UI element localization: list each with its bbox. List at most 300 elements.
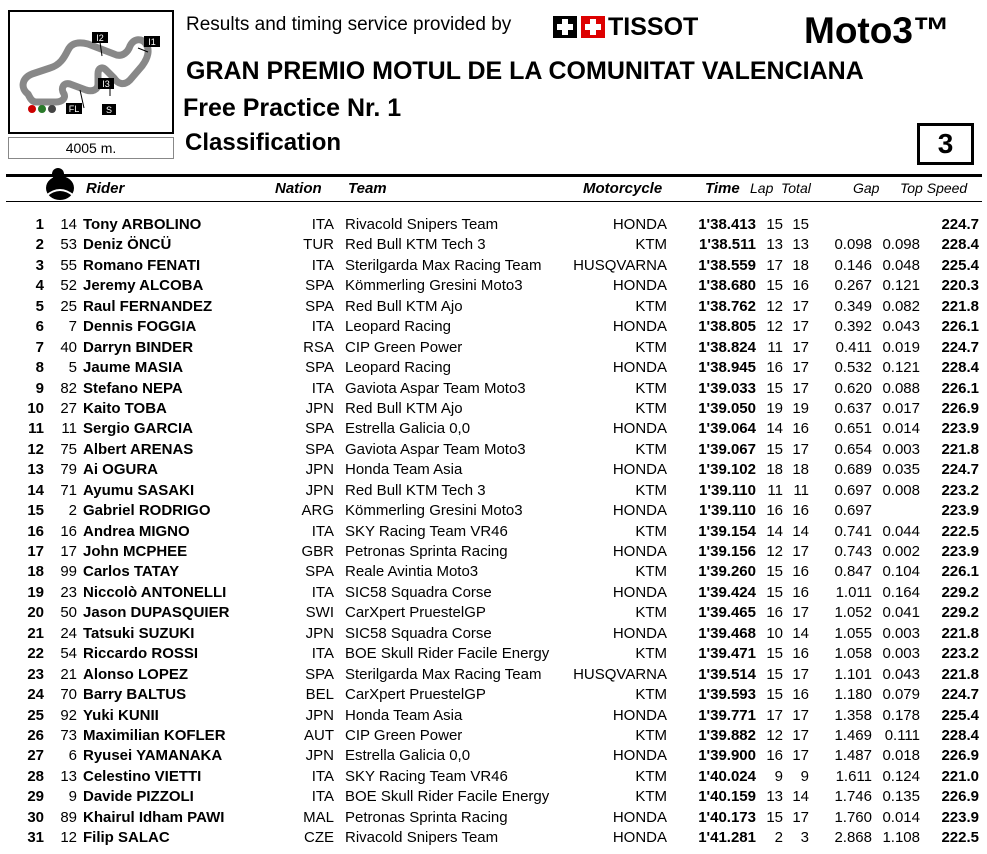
cell-num: 23 [60, 583, 77, 601]
cell-tot: 14 [792, 522, 809, 540]
cell-gap2: 1.108 [882, 829, 920, 847]
cell-pos: 2 [35, 236, 44, 254]
cell-gap1: 0.098 [834, 236, 872, 254]
cell-gap1: 1.611 [835, 767, 872, 785]
cell-tot: 16 [792, 563, 809, 581]
cell-spd: 221.8 [941, 665, 979, 683]
cell-nat: MAL [303, 808, 334, 826]
class-logo: Moto3™ [804, 10, 950, 51]
cell-team: CarXpert PruestelGP [345, 604, 486, 622]
cell-team: SIC58 Squadra Corse [345, 583, 492, 601]
track-length: 4005 m. [8, 137, 174, 159]
table-row [0, 358, 987, 378]
cell-gap1: 0.741 [834, 522, 872, 540]
cell-moto: HONDA [612, 624, 667, 642]
cell-lap: 15 [766, 808, 783, 826]
cell-lap: 13 [766, 236, 783, 254]
cell-nat: ITA [311, 645, 334, 663]
cell-spd: 223.9 [941, 808, 979, 826]
cell-pos: 13 [27, 461, 44, 479]
cell-pos: 19 [27, 583, 44, 601]
cell-moto: HONDA [612, 706, 667, 724]
cell-spd: 228.4 [941, 726, 979, 744]
cell-lap: 13 [766, 788, 783, 806]
cell-name: Darryn BINDER [83, 338, 194, 356]
cell-name: Raul FERNANDEZ [83, 297, 213, 315]
page-number: 3 [917, 123, 974, 165]
cell-pos: 9 [35, 379, 44, 397]
cell-time: 1'39.067 [698, 440, 756, 458]
table-row [0, 685, 987, 705]
cell-nat: SPA [305, 359, 334, 377]
cell-num: 5 [68, 359, 77, 377]
cell-spd: 225.4 [941, 706, 979, 724]
cell-team: BOE Skull Rider Facile Energy [345, 788, 550, 806]
cell-spd: 226.9 [941, 788, 979, 806]
cell-time: 1'38.805 [698, 318, 756, 336]
cell-nat: ITA [311, 583, 334, 601]
cell-time: 1'39.050 [698, 399, 756, 417]
cell-moto: KTM [635, 399, 667, 417]
cell-pos: 26 [27, 726, 44, 744]
cell-pos: 17 [27, 543, 44, 560]
cell-name: Riccardo ROSSI [83, 645, 199, 663]
cell-num: 82 [60, 379, 77, 397]
cell-name: Tony ARBOLINO [83, 216, 202, 233]
cell-pos: 1 [35, 216, 44, 233]
cell-gap1: 0.654 [834, 440, 872, 458]
cell-tot: 17 [792, 808, 809, 826]
cell-time: 1'40.173 [698, 808, 756, 826]
cell-pos: 22 [27, 645, 44, 663]
cell-time: 1'39.468 [698, 624, 756, 642]
cell-tot: 17 [792, 359, 809, 377]
cell-tot: 11 [793, 481, 809, 499]
cell-tot: 16 [792, 277, 809, 295]
cell-gap2: 0.014 [882, 420, 920, 438]
cell-nat: AUT [304, 726, 334, 744]
cell-team: Leopard Racing [345, 359, 451, 377]
cell-moto: KTM [635, 440, 667, 458]
sponsor-logo [553, 12, 699, 41]
table-row [0, 603, 987, 623]
cell-tot: 18 [792, 461, 809, 479]
cell-spd: 225.4 [941, 256, 979, 274]
track-map [8, 10, 174, 134]
cell-gap2: 0.104 [882, 563, 920, 581]
cell-nat: TUR [303, 236, 334, 254]
cell-num: 7 [68, 318, 77, 336]
cell-team: Petronas Sprinta Racing [345, 808, 508, 826]
cell-num: 50 [60, 604, 77, 622]
cell-team: Leopard Racing [345, 318, 451, 336]
cell-tot: 16 [792, 645, 809, 663]
cell-gap2: 0.043 [882, 318, 920, 336]
cell-moto: HONDA [612, 502, 667, 520]
cell-moto: KTM [635, 788, 667, 806]
cell-gap2: 0.017 [882, 399, 920, 417]
table-row [0, 338, 987, 358]
cell-lap: 15 [766, 645, 783, 663]
provided-by-text: Results and timing service provided by [186, 14, 512, 35]
cell-lap: 16 [766, 604, 783, 622]
cell-tot: 18 [792, 256, 809, 274]
track-label-finish: FL [68, 104, 80, 114]
cell-nat: RSA [303, 338, 334, 356]
cell-time: 1'41.281 [698, 829, 756, 847]
cell-moto: KTM [635, 563, 667, 581]
cell-gap2: 0.178 [882, 706, 920, 724]
cell-gap2: 0.043 [882, 665, 920, 683]
cell-moto: KTM [635, 686, 667, 704]
cell-pos: 14 [27, 481, 44, 499]
cell-gap1: 0.146 [834, 256, 872, 274]
cell-name: Ryusei YAMANAKA [83, 747, 223, 765]
cell-spd: 222.5 [941, 829, 979, 847]
col-team: Team [348, 180, 387, 197]
cell-moto: HONDA [612, 318, 667, 336]
cell-nat: ITA [311, 216, 334, 233]
cell-pos: 29 [27, 788, 44, 806]
cell-gap1: 0.411 [835, 338, 872, 356]
cell-time: 1'39.465 [698, 604, 756, 622]
cell-gap1: 1.358 [834, 706, 872, 724]
cell-gap2: 0.014 [882, 808, 920, 826]
cell-lap: 11 [767, 481, 783, 499]
cell-pos: 18 [27, 563, 44, 581]
table-row [0, 624, 987, 644]
cell-tot: 17 [792, 379, 809, 397]
cell-name: Celestino VIETTI [83, 767, 202, 785]
cell-pos: 4 [35, 277, 44, 295]
cell-spd: 223.9 [941, 543, 979, 560]
cell-gap2: 0.008 [882, 481, 920, 499]
cell-moto: KTM [635, 604, 667, 622]
cell-gap1: 0.847 [834, 563, 872, 581]
track-label-i1: I1 [148, 37, 156, 47]
cell-pos: 11 [28, 420, 44, 438]
cell-lap: 15 [766, 686, 783, 704]
cell-nat: JPN [305, 481, 334, 499]
cell-moto: KTM [635, 481, 667, 499]
cell-tot: 9 [800, 767, 809, 785]
cell-time: 1'39.593 [698, 686, 756, 704]
cell-gap1: 1.055 [834, 624, 872, 642]
cell-name: Albert ARENAS [83, 440, 194, 458]
cell-lap: 15 [766, 563, 783, 581]
table-row [0, 440, 987, 460]
cell-gap1: 0.637 [834, 399, 872, 417]
cell-name: Gabriel RODRIGO [83, 502, 211, 520]
cell-team: Sterilgarda Max Racing Team [345, 665, 542, 683]
cell-moto: HUSQVARNA [573, 256, 667, 274]
cell-num: 11 [61, 420, 77, 438]
cell-num: 75 [60, 440, 77, 458]
cell-nat: BEL [305, 686, 334, 704]
cell-tot: 17 [792, 706, 809, 724]
cell-lap: 17 [766, 706, 783, 724]
table-row [0, 808, 987, 828]
cell-moto: HONDA [612, 747, 667, 765]
cell-spd: 224.7 [941, 461, 979, 479]
cell-spd: 223.2 [941, 645, 979, 663]
cell-num: 13 [60, 767, 77, 785]
cell-pos: 3 [35, 256, 44, 274]
cell-num: 6 [68, 747, 77, 765]
cell-nat: JPN [305, 399, 334, 417]
cell-tot: 3 [800, 829, 809, 847]
cell-num: 12 [60, 829, 77, 847]
cell-lap: 12 [766, 318, 783, 336]
cell-lap: 15 [766, 440, 783, 458]
cell-lap: 15 [766, 665, 783, 683]
cell-moto: KTM [635, 522, 667, 540]
cell-tot: 13 [792, 236, 809, 254]
cell-spd: 221.8 [941, 624, 979, 642]
cell-time: 1'39.154 [698, 522, 756, 540]
table-row [0, 746, 987, 766]
cell-time: 1'39.471 [698, 645, 756, 663]
cell-gap2: 0.002 [882, 543, 920, 560]
cell-pos: 27 [27, 747, 44, 765]
cell-nat: ITA [311, 318, 334, 336]
col-total: Total [781, 180, 811, 196]
cell-team: CarXpert PruestelGP [345, 686, 486, 704]
cell-moto: HONDA [612, 420, 667, 438]
cell-team: Rivacold Snipers Team [345, 829, 499, 847]
cell-spd: 221.8 [941, 440, 979, 458]
cell-time: 1'38.511 [699, 236, 756, 254]
cell-name: Stefano NEPA [83, 379, 183, 397]
track-label-start: S [105, 105, 113, 115]
cell-name: Ayumu SASAKI [83, 481, 195, 499]
cell-name: Ai OGURA [83, 461, 158, 479]
table-row [0, 215, 987, 235]
cell-num: 71 [60, 481, 77, 499]
cell-spd: 226.1 [941, 379, 979, 397]
cell-gap1: 1.487 [834, 747, 872, 765]
cell-lap: 2 [774, 829, 783, 847]
cell-name: Yuki KUNII [83, 706, 159, 724]
track-label-i2: I2 [96, 33, 104, 43]
cell-tot: 17 [792, 338, 809, 356]
cell-team: Gaviota Aspar Team Moto3 [345, 379, 526, 397]
cell-num: 89 [60, 808, 77, 826]
cell-gap1: 0.532 [834, 359, 872, 377]
flag-light-icon [48, 105, 56, 113]
table-row [0, 644, 987, 664]
tissot-t-icon [553, 16, 577, 38]
cell-gap2: 0.035 [882, 461, 920, 479]
cell-tot: 14 [792, 788, 809, 806]
cell-moto: HONDA [612, 216, 667, 233]
cell-spd: 223.9 [941, 502, 979, 520]
cell-pos: 20 [27, 604, 44, 622]
cell-moto: KTM [635, 338, 667, 356]
cell-num: 2 [68, 502, 77, 520]
cell-team: Honda Team Asia [345, 461, 463, 479]
cell-gap2: 0.041 [882, 604, 920, 622]
col-lap: Lap [750, 180, 774, 196]
cell-spd: 226.9 [941, 399, 979, 417]
cell-lap: 18 [766, 461, 783, 479]
col-time: Time [705, 180, 740, 197]
cell-time: 1'39.424 [698, 583, 756, 601]
cell-lap: 15 [766, 277, 783, 295]
cell-nat: JPN [305, 624, 334, 642]
cell-gap2: 0.079 [882, 686, 920, 704]
cell-num: 99 [60, 563, 77, 581]
cell-nat: SPA [305, 440, 334, 458]
cell-nat: SPA [305, 563, 334, 581]
cell-moto: HUSQVARNA [573, 665, 667, 683]
cell-team: Estrella Galicia 0,0 [345, 747, 471, 765]
cell-spd: 221.0 [941, 767, 979, 785]
table-row [0, 583, 987, 603]
table-row [0, 399, 987, 419]
cell-gap1: 2.868 [834, 829, 872, 847]
cell-time: 1'38.824 [698, 338, 756, 356]
cell-num: 25 [60, 297, 77, 315]
cell-gap2: 0.018 [882, 747, 920, 765]
cell-name: Jaume MASIA [83, 359, 184, 377]
cell-gap2: 0.003 [882, 440, 920, 458]
table-row [0, 297, 987, 317]
cell-team: Honda Team Asia [345, 706, 463, 724]
cell-lap: 15 [766, 379, 783, 397]
cell-num: 17 [60, 543, 77, 560]
cell-num: 52 [60, 277, 77, 295]
cell-gap2: 0.098 [882, 236, 920, 254]
cell-tot: 19 [792, 399, 809, 417]
cell-tot: 17 [792, 440, 809, 458]
cell-moto: KTM [635, 379, 667, 397]
cell-lap: 16 [766, 502, 783, 520]
cell-spd: 226.9 [941, 747, 979, 765]
cell-name: Filip SALAC [83, 829, 170, 847]
cell-name: Tatsuki SUZUKI [83, 624, 195, 642]
session-title: Free Practice Nr. 1 [183, 94, 402, 122]
cell-moto: HONDA [612, 277, 667, 295]
cell-lap: 12 [766, 297, 783, 315]
cell-nat: SPA [305, 665, 334, 683]
red-light-icon [28, 105, 36, 113]
cell-gap1: 1.180 [834, 686, 872, 704]
cell-num: 55 [60, 256, 77, 274]
cell-spd: 223.2 [941, 481, 979, 499]
cell-lap: 11 [767, 338, 783, 356]
cell-moto: HONDA [612, 583, 667, 601]
cell-time: 1'40.024 [698, 767, 756, 785]
cell-moto: HONDA [612, 461, 667, 479]
cell-pos: 10 [27, 399, 44, 417]
cell-num: 54 [60, 645, 77, 663]
cell-lap: 9 [774, 767, 783, 785]
cell-name: Romano FENATI [83, 256, 201, 274]
cell-team: SKY Racing Team VR46 [345, 767, 508, 785]
cell-gap2: 0.121 [882, 277, 920, 295]
cell-moto: KTM [635, 726, 667, 744]
cell-team: CIP Green Power [345, 338, 463, 356]
cell-team: Kömmerling Gresini Moto3 [345, 502, 523, 520]
cell-nat: SWI [305, 604, 334, 622]
cell-gap2: 0.111 [884, 726, 920, 744]
cell-gap1: 1.760 [834, 808, 872, 826]
cell-time: 1'38.559 [698, 256, 756, 274]
cell-team: Gaviota Aspar Team Moto3 [345, 440, 526, 458]
cell-name: Kaito TOBA [83, 399, 167, 417]
cell-lap: 19 [766, 399, 783, 417]
cell-team: SIC58 Squadra Corse [345, 624, 492, 642]
cell-moto: HONDA [612, 543, 667, 560]
cell-nat: ITA [311, 788, 334, 806]
cell-moto: HONDA [612, 808, 667, 826]
cell-spd: 224.7 [941, 686, 979, 704]
cell-gap2: 0.124 [882, 767, 920, 785]
cell-gap1: 0.267 [834, 277, 872, 295]
cell-lap: 14 [766, 522, 783, 540]
cell-gap2: 0.088 [882, 379, 920, 397]
cell-name: Dennis FOGGIA [83, 318, 197, 336]
cell-team: Red Bull KTM Tech 3 [345, 236, 486, 254]
cell-gap2: 0.164 [882, 583, 920, 601]
cell-num: 14 [60, 216, 77, 233]
sponsor-name: TISSOT [608, 12, 699, 41]
cell-spd: 221.8 [941, 297, 979, 315]
cell-gap1: 0.620 [834, 379, 872, 397]
cell-team: Petronas Sprinta Racing [345, 543, 508, 560]
cell-time: 1'39.156 [698, 543, 756, 560]
cell-time: 1'39.771 [698, 706, 756, 724]
cell-spd: 226.1 [941, 563, 979, 581]
swiss-cross-icon [581, 16, 605, 38]
cell-nat: CZE [304, 829, 334, 847]
cell-name: Carlos TATAY [83, 563, 180, 581]
cell-num: 40 [60, 338, 77, 356]
cell-gap2: 0.121 [882, 359, 920, 377]
motorcycle-rider-icon [40, 166, 80, 207]
cell-gap1: 1.746 [834, 788, 872, 806]
cell-num: 9 [68, 788, 77, 806]
table-row [0, 317, 987, 337]
cell-tot: 17 [792, 604, 809, 622]
cell-spd: 220.3 [941, 277, 979, 295]
table-row [0, 542, 987, 562]
cell-gap1: 0.689 [834, 461, 872, 479]
cell-time: 1'39.900 [698, 747, 756, 765]
cell-time: 1'39.110 [699, 481, 756, 499]
cell-team: CIP Green Power [345, 726, 463, 744]
cell-name: Barry BALTUS [83, 686, 187, 704]
cell-team: Estrella Galicia 0,0 [345, 420, 471, 438]
cell-pos: 6 [35, 318, 44, 336]
cell-pos: 25 [27, 706, 44, 724]
cell-moto: HONDA [612, 359, 667, 377]
cell-gap1: 0.697 [834, 502, 872, 520]
cell-team: Red Bull KTM Ajo [345, 297, 463, 315]
cell-time: 1'39.064 [698, 420, 756, 438]
cell-name: Khairul Idham PAWI [83, 808, 225, 826]
cell-team: Sterilgarda Max Racing Team [345, 256, 542, 274]
table-row [0, 256, 987, 276]
table-row [0, 726, 987, 746]
cell-tot: 17 [792, 297, 809, 315]
green-light-icon [38, 105, 46, 113]
cell-lap: 12 [766, 726, 783, 744]
table-row [0, 501, 987, 521]
table-row [0, 276, 987, 296]
cell-time: 1'39.102 [698, 461, 756, 479]
